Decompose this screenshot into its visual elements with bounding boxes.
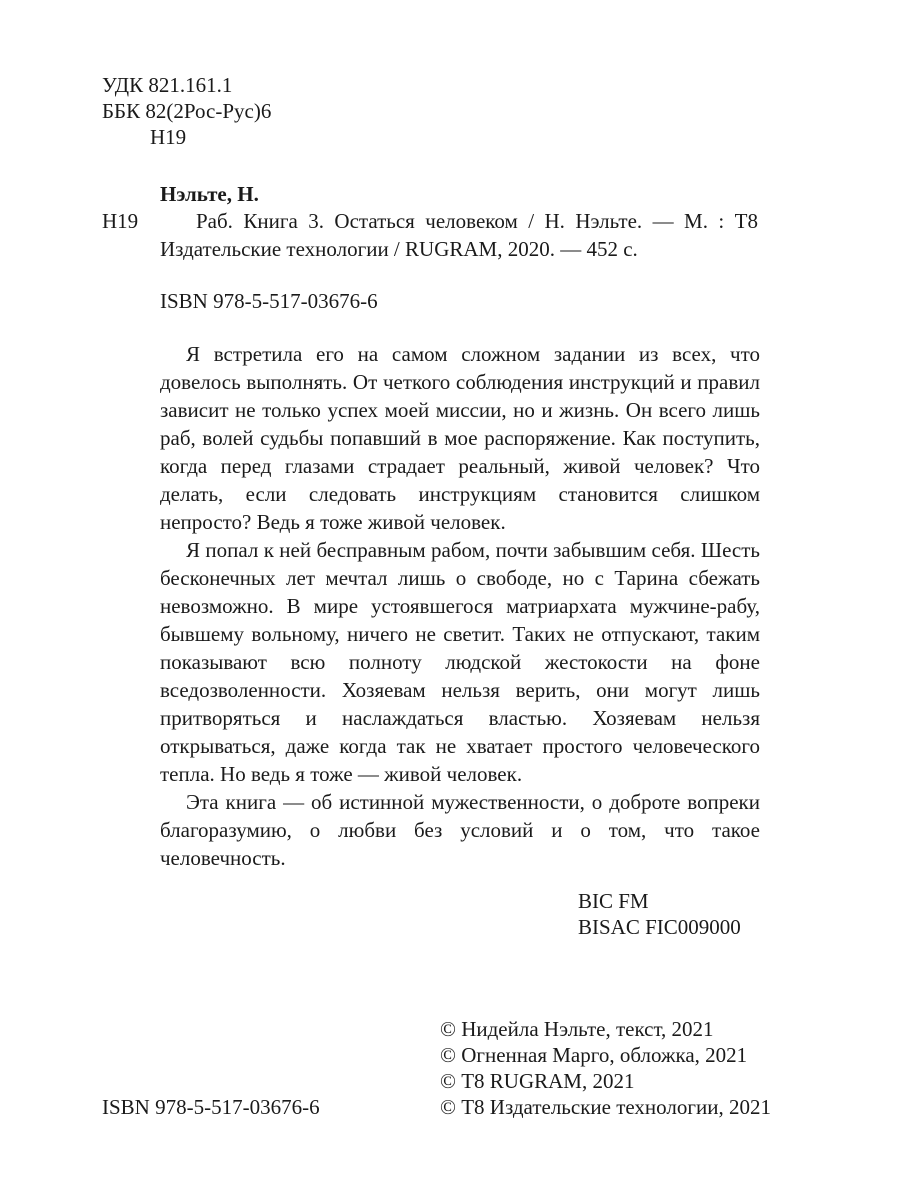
annotation-paragraph: Я попал к ней бесправным рабом, почти забывшим себя. Шесть бесконечных лет мечтал лишь о свободе, но с Тарина сбежать невозможно. В мире устоявшегося матриархата мужчине-рабу, бывшему вольному, ничего не светит. Таких не отпускают, таким показывают всю полноту людской жестокости на фоне вседозволенности. Хозяевам нельзя верить, они могут лишь притворяться и наслаждаться властью. Хозяевам нельзя открываться, даже когда так не хватает простого человеческого тепла. Но ведь я тоже — живой человек. (160, 538, 760, 786)
author-code-header: Н19 (150, 125, 187, 149)
bisac-code: BISAC FIC009000 (578, 915, 741, 939)
copyright-line: © Огненная Марго, обложка, 2021 (440, 1043, 748, 1067)
bic-code: BIC FM (578, 889, 649, 913)
isbn-entry: ISBN 978-5-517-03676-6 (160, 289, 378, 313)
copyright-block (440, 1016, 771, 1120)
author-name: Нэльте, Н. (160, 182, 259, 206)
copyright-line: © Т8 Издательские технологии, 2021 (440, 1095, 771, 1119)
copyright-line: © Т8 RUGRAM, 2021 (440, 1069, 635, 1093)
annotation (160, 340, 760, 872)
author-code-entry: Н19 (102, 209, 139, 233)
bibliographic-title (160, 207, 758, 263)
annotation-paragraph: Я встретила его на самом сложном задании из всех, что довелось выполнять. От четкого соблюдения инструкций и правил зависит не только успех моей миссии, но и жизнь. Он всего лишь раб, волей судьбы попавший в мое распоряжение. Как поступить, когда перед глазами страдает реальный, живой человек? Что делать, если следовать инструкциям становится слишком непросто? Ведь я тоже живой человек. (160, 342, 760, 534)
udk-code: УДК 821.161.1 (102, 73, 233, 97)
title-line-2: Издательские технологии / RUGRAM, 2020. — 452 с. (160, 237, 638, 261)
copyright-line: © Нидейла Нэльте, текст, 2021 (440, 1017, 714, 1041)
annotation-paragraph: Эта книга — об истинной мужественности, о доброте вопреки благоразумию, о любви без условий и о том, что такое человечность. (160, 790, 760, 870)
bbk-code: ББК 82(2Рос-Рус)6 (102, 99, 272, 123)
title-line-1: Раб. Книга 3. Остаться человеком / Н. Нэльте. — М. : Т8 (196, 209, 758, 233)
isbn-footer: ISBN 978-5-517-03676-6 (102, 1095, 320, 1119)
